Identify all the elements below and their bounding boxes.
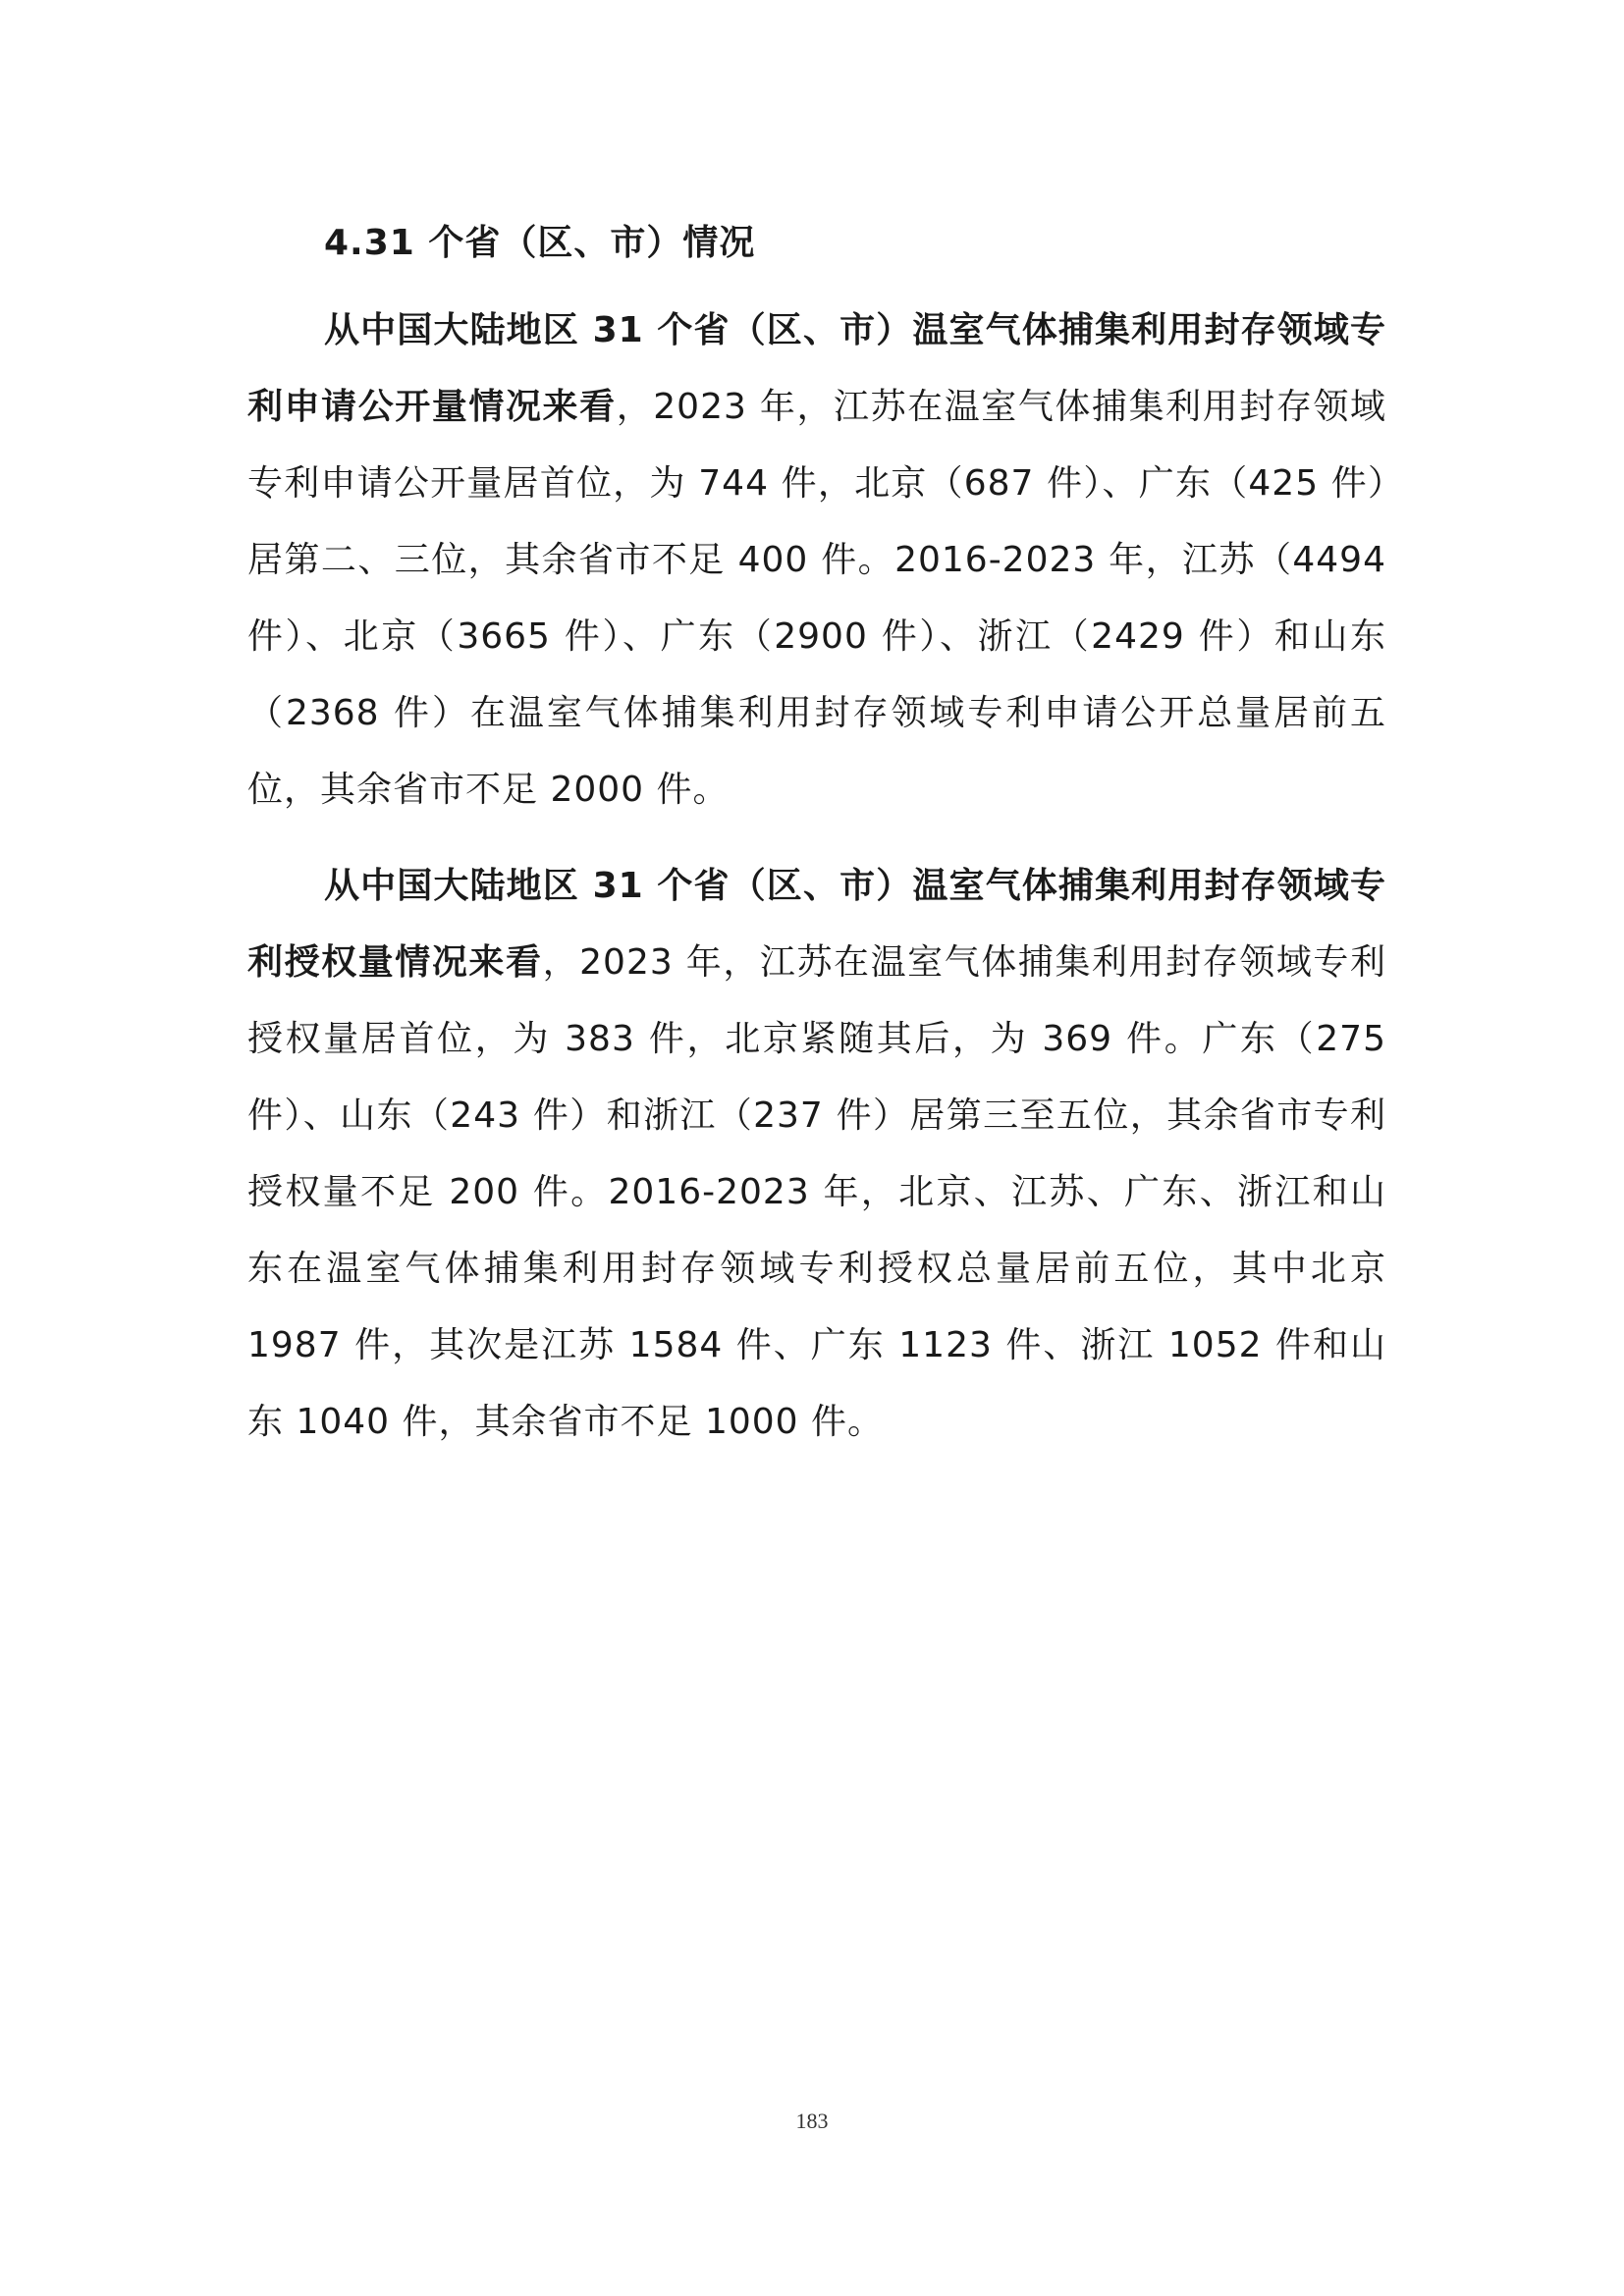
paragraph-patent-grants <box>247 848 1386 1461</box>
section-heading: 4.31 个省（区、市）情况 <box>324 223 756 263</box>
paragraph-lead: 从中国大陆地区 31 个省（区、市）温室气体捕集利用封存领域专利授权量情况来看 <box>247 866 1386 983</box>
page-number: 183 <box>795 2109 829 2133</box>
page-content <box>247 214 1386 1461</box>
paragraph-body: ，2023 年，江苏在温室气体捕集利用封存领域专利授权量居首位，为 383 件，北京紧随其后，为 369 件。广东（275 件）、山东（243 件）和浙江（237 件）居第三至五位，其余省市专利授权量不足 200 件。2016-2023 年，北京、江苏、广东、浙江和山东在温室气体捕集利用封存领域专利授权总量居前五位，其中北京 1987 件，其次是江苏 1584 件、广东 1123 件、浙江 1052 件和山东 1040 件，其余省市不足 1000 件。 <box>247 942 1386 1442</box>
paragraph-lead: 从中国大陆地区 31 个省（区、市）温室气体捕集利用封存领域专利申请公开量情况来看 <box>247 310 1386 427</box>
paragraph-body: ，2023 年，江苏在温室气体捕集利用封存领域专利申请公开量居首位，为 744 件，北京（687 件）、广东（425 件）居第二、三位，其余省市不足 400 件。2016-2023 年，江苏（4494 件）、北京（3665 件）、广东（2900 件）、浙江（2429 件）和山东（2368 件）在温室气体捕集利用封存领域专利申请公开总量居前五位，其余省市不足 2000 件。 <box>247 387 1386 810</box>
paragraph-patent-applications <box>247 293 1386 828</box>
